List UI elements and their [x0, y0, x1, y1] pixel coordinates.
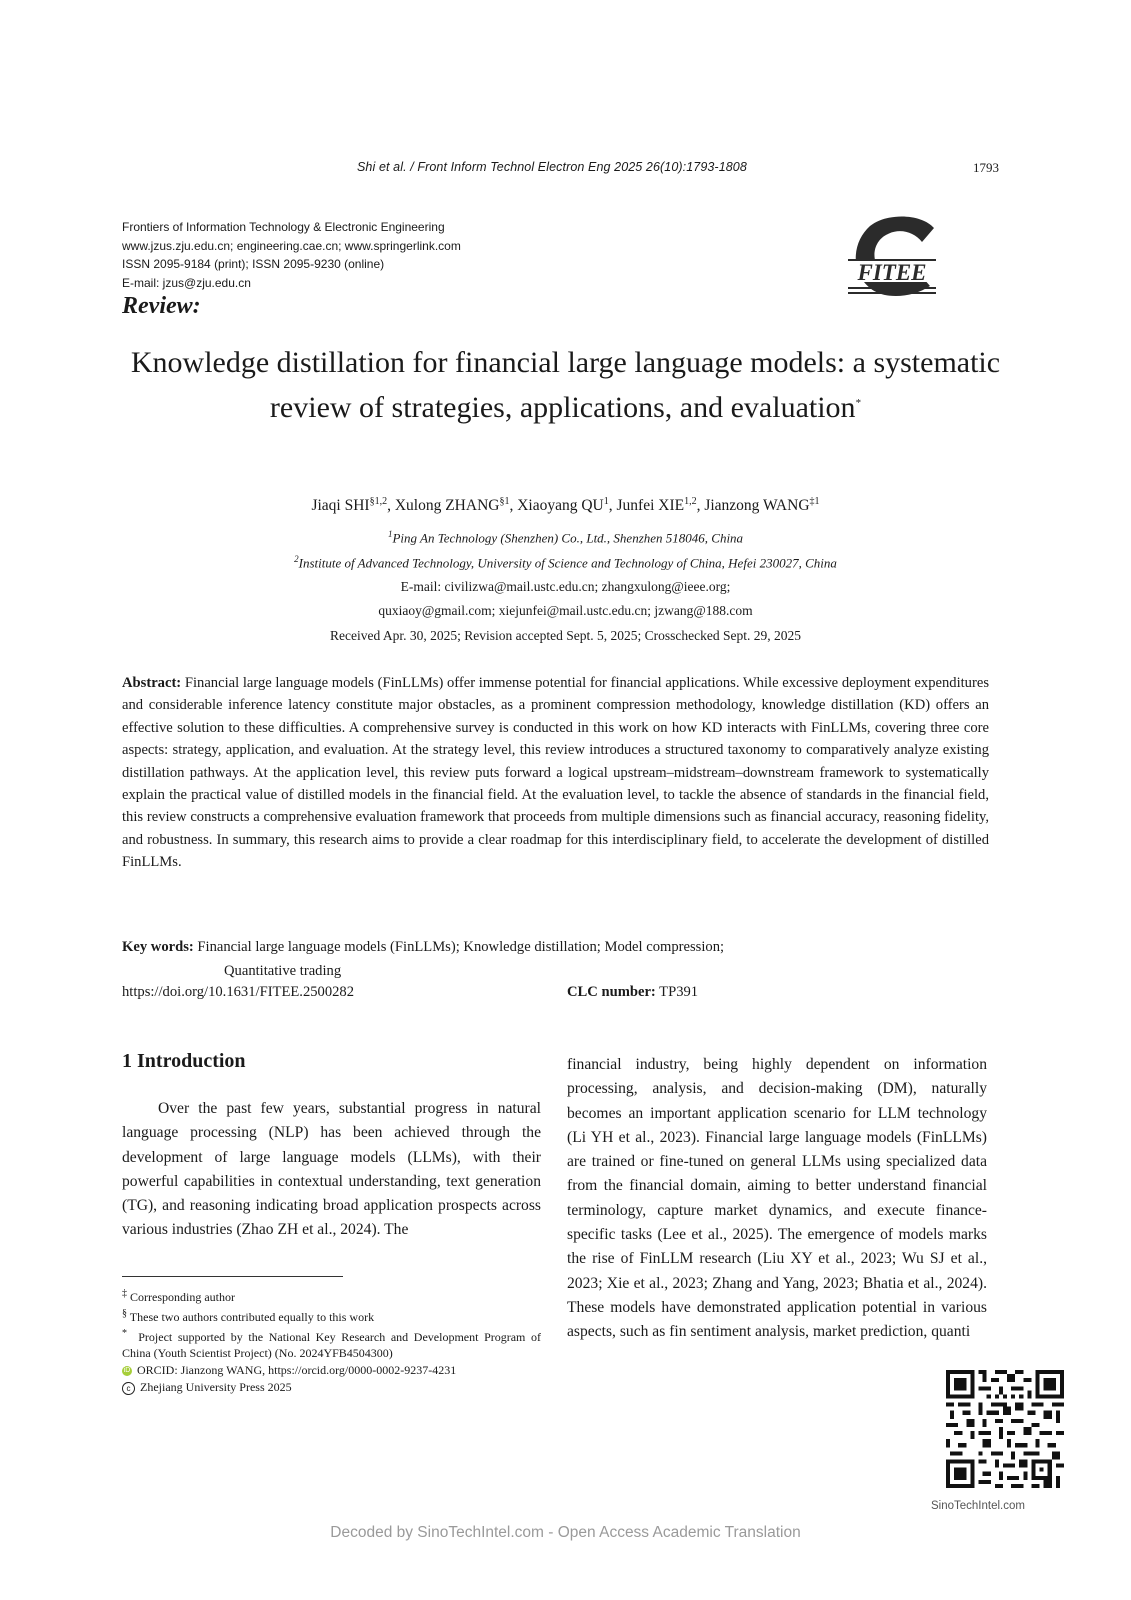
journal-name: Frontiers of Information Technology & Electronic Engineering: [122, 220, 445, 234]
footnote-corresponding: ‡ Corresponding author: [122, 1288, 235, 1304]
abstract: [122, 672, 989, 874]
keywords: [122, 935, 724, 983]
site-watermark-label: SinoTechIntel.com: [931, 1500, 1025, 1512]
footer-watermark: Decoded by SinoTechIntel.com - Open Access Academic Translation: [330, 1524, 801, 1541]
svg-text:FITEE: FITEE: [857, 260, 927, 285]
author-emails-line1: E-mail: civilizwa@mail.ustc.edu.cn; zhangxulong@ieee.org;: [400, 579, 731, 594]
abstract-text: Financial large language models (FinLLMs) offer immense potential for financial applications. While excessive deployment expenditures and considerable inference latency constitute major obstacles, as a prominent compression methodology, knowledge distillation (KD) offers an effective solution to these difficulties. A comprehensive survey is conducted in this work on how KD interacts with FinLLMs, covering three core aspects: strategy, application, and evaluation. At the strategy level, this review introduces a structured taxonomy to comparatively analyze existing distillation pathways. At the application level, this review puts forward a logical upstream–midstream–downstream framework to systematically explain the practical value of distilled models in the financial field. At the evaluation level, to tackle the absence of standards in the financial field, this review constructs a comprehensive evaluation framework that proceeds from multiple dimensions such as financial accuracy, reasoning fidelity, and robustness. In summary, this research aims to provide a clear roadmap for this interdisciplinary field, to accelerate the development of distilled FinLLMs.: [122, 675, 989, 871]
paper-title-text: Knowledge distillation for financial large language models: a systematic review of strategies, applications, and evaluation: [130, 346, 1001, 424]
footnote-copyright: c Zhejiang University Press 2025: [122, 1379, 541, 1396]
orcid-icon: iD: [123, 1367, 131, 1375]
section-heading-introduction: 1 Introduction: [122, 1050, 246, 1072]
received-dates: Received Apr. 30, 2025; Revision accepted Sept. 5, 2025; Crosschecked Sept. 29, 2025: [330, 628, 801, 643]
author: Xulong ZHANG$^{\S 1}$,: [394, 496, 518, 515]
footnote-orcid: iD ORCID: Jianzong WANG, https://orcid.org/0000-0002-9237-4231: [123, 1363, 457, 1378]
footnotes: [122, 1286, 541, 1396]
intro-paragraph: Over the past few years, substantial progress in natural language processing (NLP) has been achieved through the development of large language models (LLMs), with their powerful capabilities in contextual understanding, text generation (TG), and reasoning indicating broad application prospects across various industries (Zhao ZH et al., 2024). The: [122, 1100, 541, 1239]
clc-number: CLC number: TP391: [567, 984, 699, 1000]
page-number: 1793: [973, 160, 999, 175]
journal-urls: www.jzus.zju.edu.cn; engineering.cae.cn; www.springerlink.com: [122, 238, 461, 253]
abstract-label: Abstract:: [122, 675, 182, 691]
keywords-line1: Financial large language models (FinLLMs); Knowledge distillation; Model compression;: [197, 939, 725, 955]
doi-link[interactable]: https://doi.org/10.1631/FITEE.2500282: [122, 984, 355, 1000]
footnote-project: * Project supported by the National Key Research and Development Program of China (Youth Scientist Project) (No. 2024YFB4504300): [122, 1327, 542, 1361]
author-emails-line2: quxiaoy@gmail.com; xiejunfei@mail.ustc.edu.cn; jzwang@188.com: [378, 603, 753, 618]
body-column-left: [122, 1097, 541, 1243]
running-head: Shi et al. / Front Inform Technol Electron Eng 2025 26(10):1793-1808: [357, 160, 747, 174]
footnote-rule: [122, 1276, 343, 1277]
author: Jiaqi SHI$^{\S 1,2}$,: [311, 496, 395, 515]
footnote-equal: § These two authors contributed equally to this work: [122, 1307, 375, 1324]
journal-issn: ISSN 2095-9184 (print); ISSN 2095-9230 (online): [122, 257, 385, 271]
keywords-label: Key words:: [122, 939, 194, 955]
copyright-icon: c: [122, 1382, 135, 1395]
article-type-label: Review:: [122, 293, 201, 319]
title-footnote-mark: *: [855, 397, 862, 409]
body-column-right: financial industry, being highly dependent on information processing, analysis, and decision-making (DM), naturally becomes an important application scenario for LLM technology (Li YH et al., 2023). Financial large language models (FinLLMs) are trained or fine-tuned on general LLMs using specialized data from the financial domain, aiming to better understand financial terminology, capture market dynamics, and execute finance-specific tasks (Lee et al., 2025). The emergence of models marks the rise of FinLLM research (Liu XY et al., 2023; Wu SJ et al., 2023; Xie et al., 2023; Zhang and Yang, 2023; Bhatia et al., 2024). These models have demonstrated application potential in various aspects, such as fin sentiment analysis, market prediction, quanti: [567, 1056, 987, 1341]
keywords-line2: Quantitative trading: [224, 963, 342, 979]
fitee-logo: [848, 214, 936, 298]
author: Junfei XIE$^{1,2}$,: [616, 496, 705, 515]
author: Xiaoyang $QU^1$,: [517, 496, 617, 515]
author-list: [100, 496, 1031, 515]
paper-title: [100, 343, 1031, 428]
qr-code[interactable]: [946, 1370, 1064, 1488]
affiliation-1: $^1$Ping An Technology (Shenzhen) Co., Ltd., Shenzhen 518046, China: [387, 529, 744, 546]
journal-email: E-mail: jzus@zju.edu.cn: [122, 275, 251, 290]
affiliation-2: $^2$Institute of Advanced Technology, University of Science and Technology of China, Hefei 230027, China: [294, 554, 837, 571]
journal-info: [122, 218, 461, 292]
author: Jianzong WANG$^{\ddagger 1}$: [704, 496, 820, 515]
